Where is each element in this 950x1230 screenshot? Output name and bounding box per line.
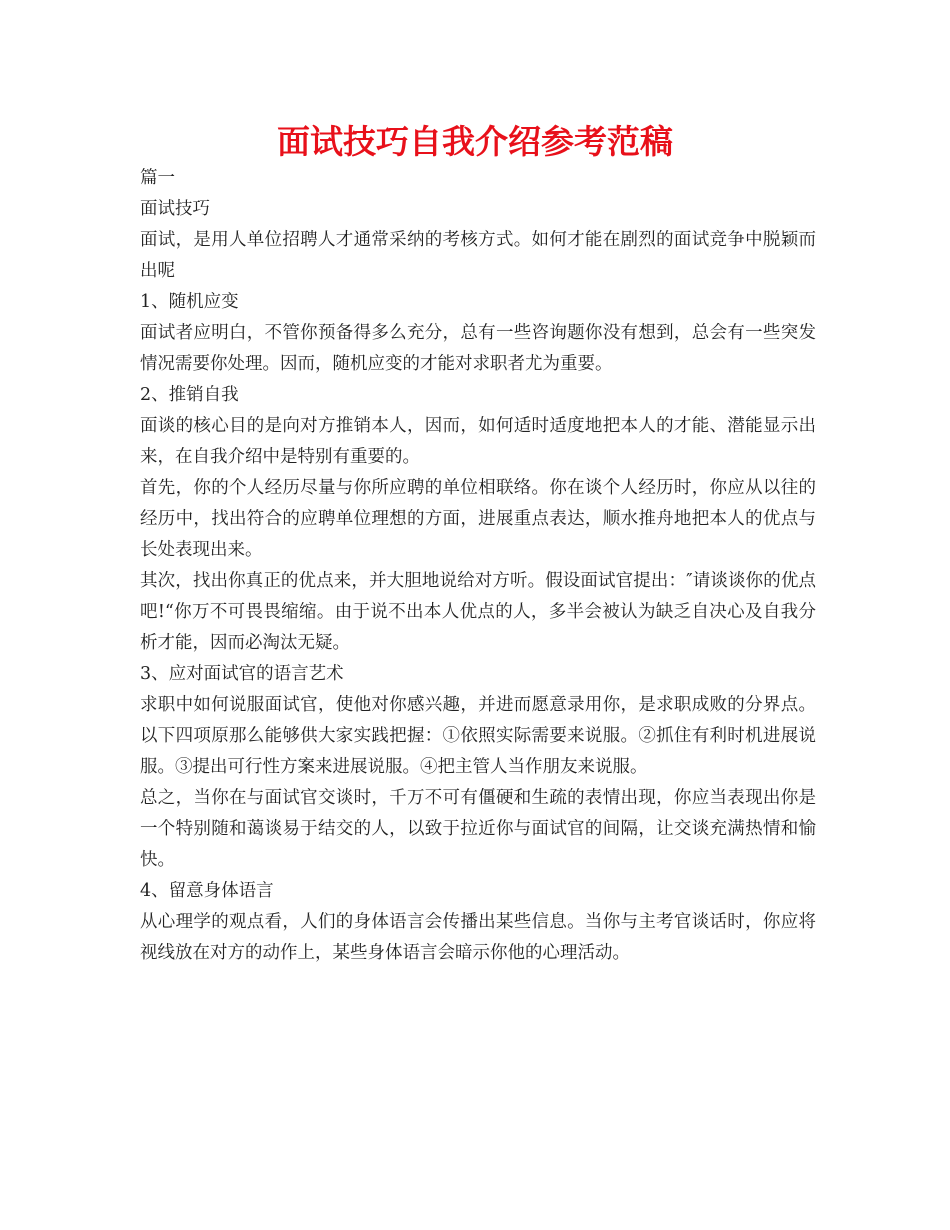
section-label: 篇一 xyxy=(140,168,175,188)
body-paragraph: 总之，当你在与面试官交谈时，千万不可有僵硬和生疏的表情出现，你应当表现出你是一个特别随和蔼谈易于结交的人，以致于拉近你与面试官的间隔，让交谈充满热情和愉快。 xyxy=(140,788,816,870)
body-paragraph: 面试，是用人单位招聘人才通常采纳的考核方式。如何才能在剧烈的面试竞争中脱颖而出呢 xyxy=(140,230,816,281)
document-body xyxy=(140,163,816,969)
body-paragraph: 面谈的核心目的是向对方推销本人，因而，如何适时适度地把本人的才能、潜能显示出来，在自我介绍中是特别有重要的。 xyxy=(140,416,816,467)
body-paragraph: 首先，你的个人经历尽量与你所应聘的单位相联络。你在谈个人经历时，你应从以往的经历中，找出符合的应聘单位理想的方面，进展重点表达，顺水推舟地把本人的优点与长处表现出来。 xyxy=(140,478,816,560)
body-paragraph: 求职中如何说服面试官，使他对你感兴趣，并进而愿意录用你，是求职成败的分界点。以下四项原那么能够供大家实践把握：①依照实际需要来说服。②抓住有利时机进展说服。③提出可行性方案来进展说服。④把主管人当作朋友来说服。 xyxy=(140,695,816,777)
document-title: 面试技巧自我介绍参考范稿 xyxy=(277,122,673,161)
section-heading: 1、随机应变 xyxy=(140,292,239,312)
section-heading: 3、应对面试官的语言艺术 xyxy=(140,664,344,684)
section-heading: 2、推销自我 xyxy=(140,385,239,405)
section-heading: 面试技巧 xyxy=(140,199,210,219)
body-paragraph: 面试者应明白，不管你预备得多么充分，总有一些咨询题你没有想到，总会有一些突发情况需要你处理。因而，随机应变的才能对求职者尤为重要。 xyxy=(140,323,816,374)
body-paragraph: 从心理学的观点看，人们的身体语言会传播出某些信息。当你与主考官谈话时，你应将视线放在对方的动作上，某些身体语言会暗示你他的心理活动。 xyxy=(140,912,816,963)
body-paragraph: 其次，找出你真正的优点来，并大胆地说给对方听。假设面试官提出：″请谈谈你的优点吧!“你万不可畏畏缩缩。由于说不出本人优点的人，多半会被认为缺乏自决心及自我分析才能，因而必淘汰无疑。 xyxy=(140,571,816,653)
section-heading: 4、留意身体语言 xyxy=(140,881,274,901)
